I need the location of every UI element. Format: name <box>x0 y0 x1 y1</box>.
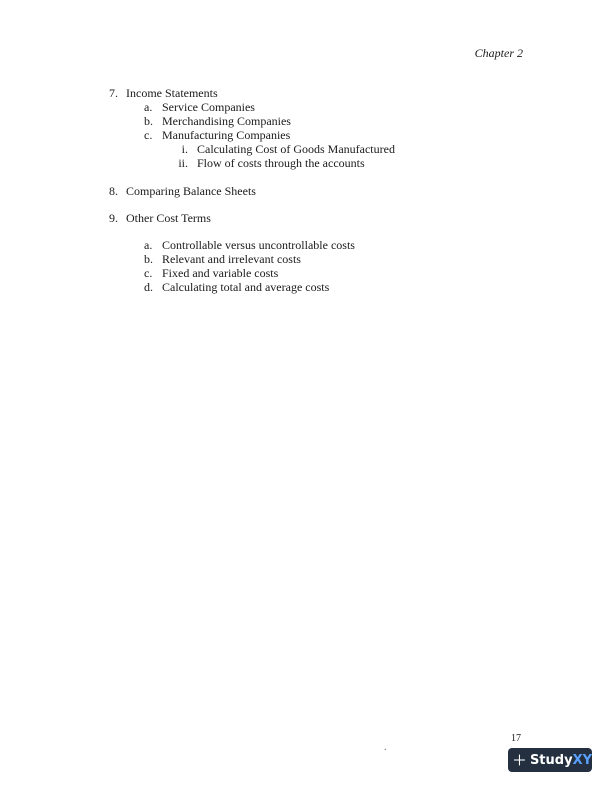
subitem-label: Fixed and variable costs <box>162 266 279 280</box>
item-number: 9. <box>109 211 118 225</box>
subsubitem-label: Flow of costs through the accounts <box>197 156 365 170</box>
subitem-label: Service Companies <box>162 100 255 114</box>
subitem-number: a. <box>144 100 153 114</box>
page-number: 17 <box>511 733 521 744</box>
item-number: 8. <box>109 184 118 198</box>
brand-study-text: Study <box>529 752 573 768</box>
item-label: Other Cost Terms <box>126 211 211 225</box>
studyxy-logo-badge[interactable] <box>508 748 592 772</box>
subitem-label: Calculating total and average costs <box>162 280 330 294</box>
subitem-number: a. <box>144 238 153 252</box>
chapter-header: Chapter 2 <box>474 46 523 60</box>
subitem-number: c. <box>144 128 153 142</box>
subitem-label: Manufacturing Companies <box>162 128 291 142</box>
item-label: Income Statements <box>126 86 218 100</box>
subsubitem-label: Calculating Cost of Goods Manufactured <box>197 142 395 156</box>
subitem-label: Merchandising Companies <box>162 114 291 128</box>
subitem-label: Relevant and irrelevant costs <box>162 252 301 266</box>
item-label: Comparing Balance Sheets <box>126 184 256 198</box>
subitem-number: b. <box>144 114 153 128</box>
subitem-number: d. <box>144 280 153 294</box>
subitem-number: c. <box>144 266 153 280</box>
subitem-label: Controllable versus uncontrollable costs <box>162 238 355 252</box>
subsubitem-number: i. <box>181 142 188 156</box>
item-number: 7. <box>109 86 118 100</box>
subsubitem-number: ii. <box>178 156 188 170</box>
footer-dot: . <box>384 742 387 753</box>
subitem-number: b. <box>144 252 153 266</box>
brand-xy-text: XY <box>572 752 592 768</box>
plus-icon <box>512 749 527 771</box>
